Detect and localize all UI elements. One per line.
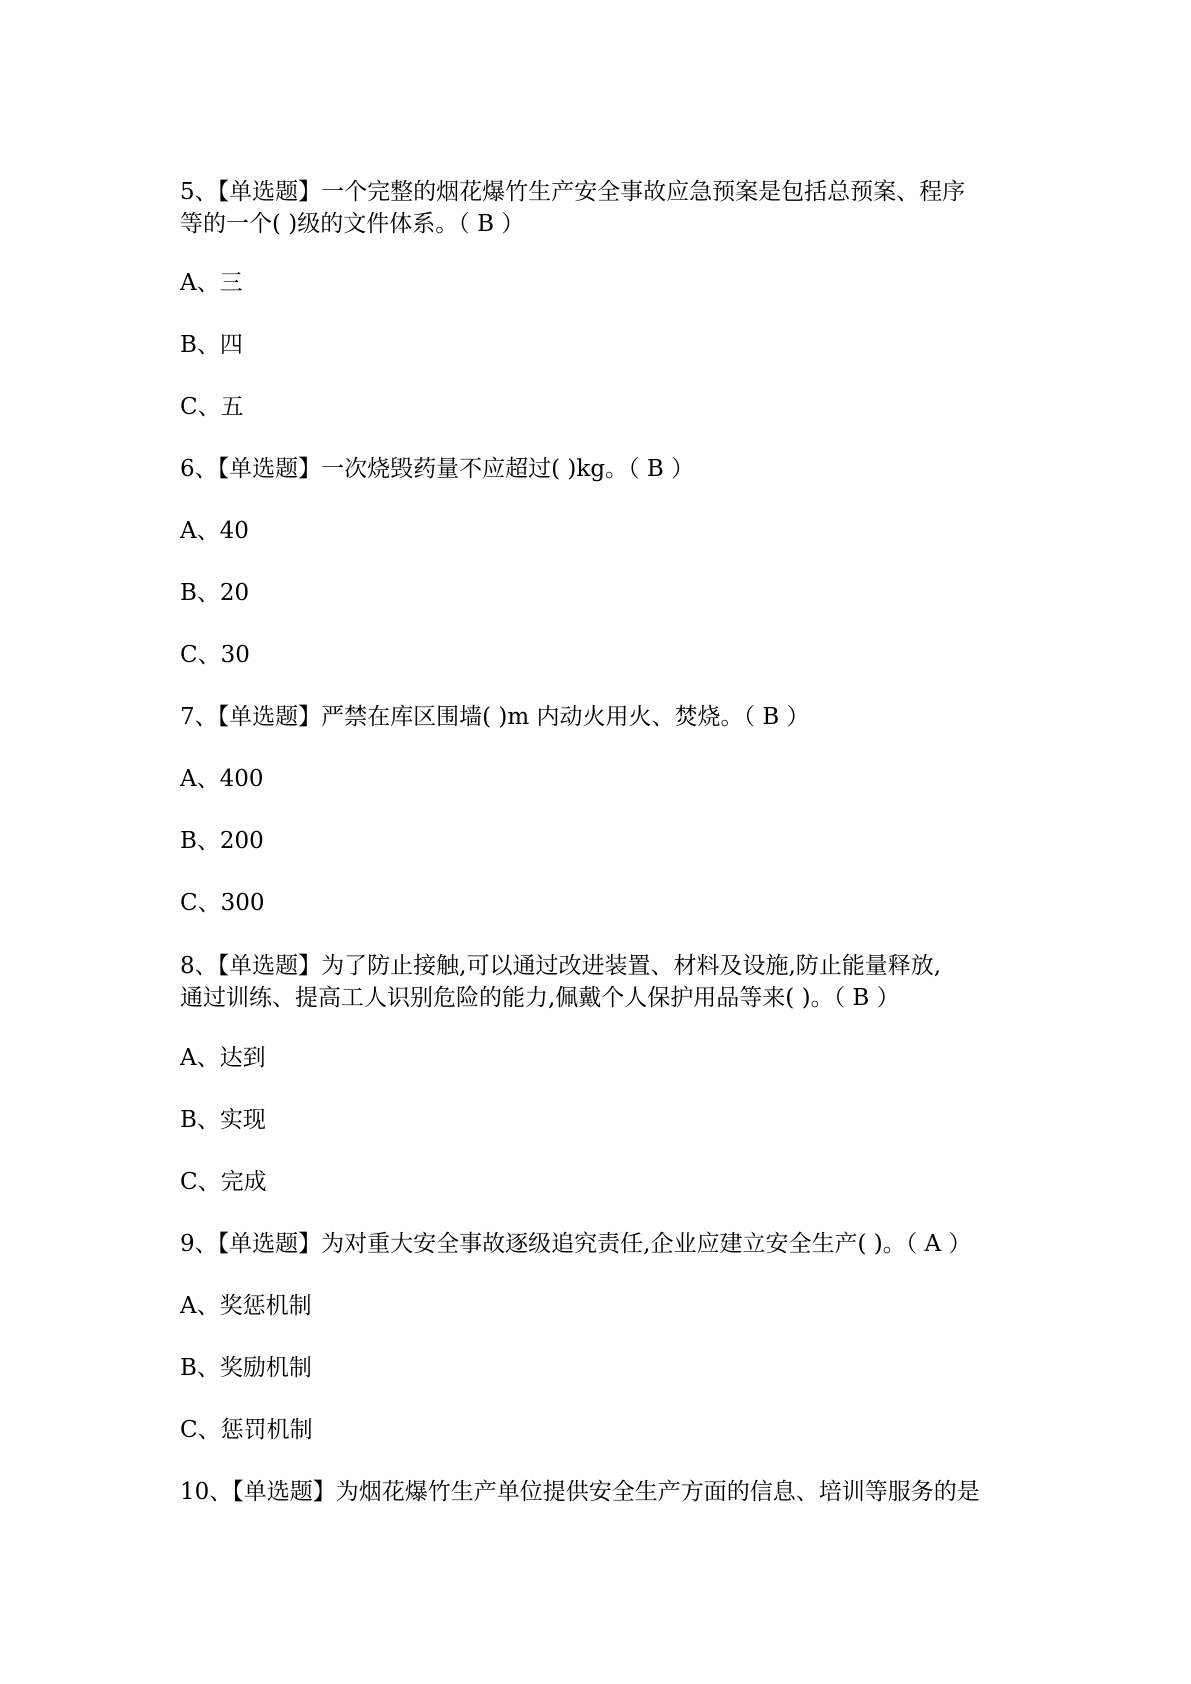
question-6-stem-line-1: 6、【单选题】一次烧毁药量不应超过( )kg。（ B ） <box>180 456 695 482</box>
question-7-option-b: B、200 <box>180 828 264 854</box>
question-8-option-b: B、实现 <box>180 1107 266 1133</box>
question-5-option-a: A、三 <box>180 270 243 296</box>
question-6-option-b: B、20 <box>180 580 250 606</box>
question-9-option-b: B、奖励机制 <box>180 1355 312 1381</box>
question-5-option-c: C、五 <box>180 394 244 420</box>
question-8-stem-line-1: 8、【单选题】为了防止接触,可以通过改进装置、材料及设施,防止能量释放, <box>180 953 942 979</box>
question-10-stem-line-1: 10、【单选题】为烟花爆竹生产单位提供安全生产方面的信息、培训等服务的是 <box>180 1479 980 1505</box>
question-6-option-c: C、30 <box>180 642 250 668</box>
question-8-stem-line-2: 通过训练、提高工人识别危险的能力,佩戴个人保护用品等来( )。（ B ） <box>180 985 900 1011</box>
question-9-stem-line-1: 9、【单选题】为对重大安全事故逐级追究责任,企业应建立安全生产( )。（ A ） <box>180 1231 972 1257</box>
question-5-stem-line-1: 5、【单选题】一个完整的烟花爆竹生产安全事故应急预案是包括总预案、程序 <box>180 179 966 205</box>
question-9-option-c: C、惩罚机制 <box>180 1417 313 1443</box>
question-8-option-a: A、达到 <box>180 1045 266 1071</box>
question-5-option-b: B、四 <box>180 332 243 358</box>
question-7-stem-line-1: 7、【单选题】严禁在库区围墙( )m 内动火用火、焚烧。（ B ） <box>180 704 810 730</box>
question-9-option-a: A、奖惩机制 <box>180 1293 312 1319</box>
question-7-option-c: C、300 <box>180 890 265 916</box>
question-5-stem-line-2: 等的一个( )级的文件体系。（ B ） <box>180 211 525 237</box>
question-6-option-a: A、40 <box>180 518 249 544</box>
question-7-option-a: A、400 <box>180 766 264 792</box>
question-8-option-c: C、完成 <box>180 1169 267 1195</box>
